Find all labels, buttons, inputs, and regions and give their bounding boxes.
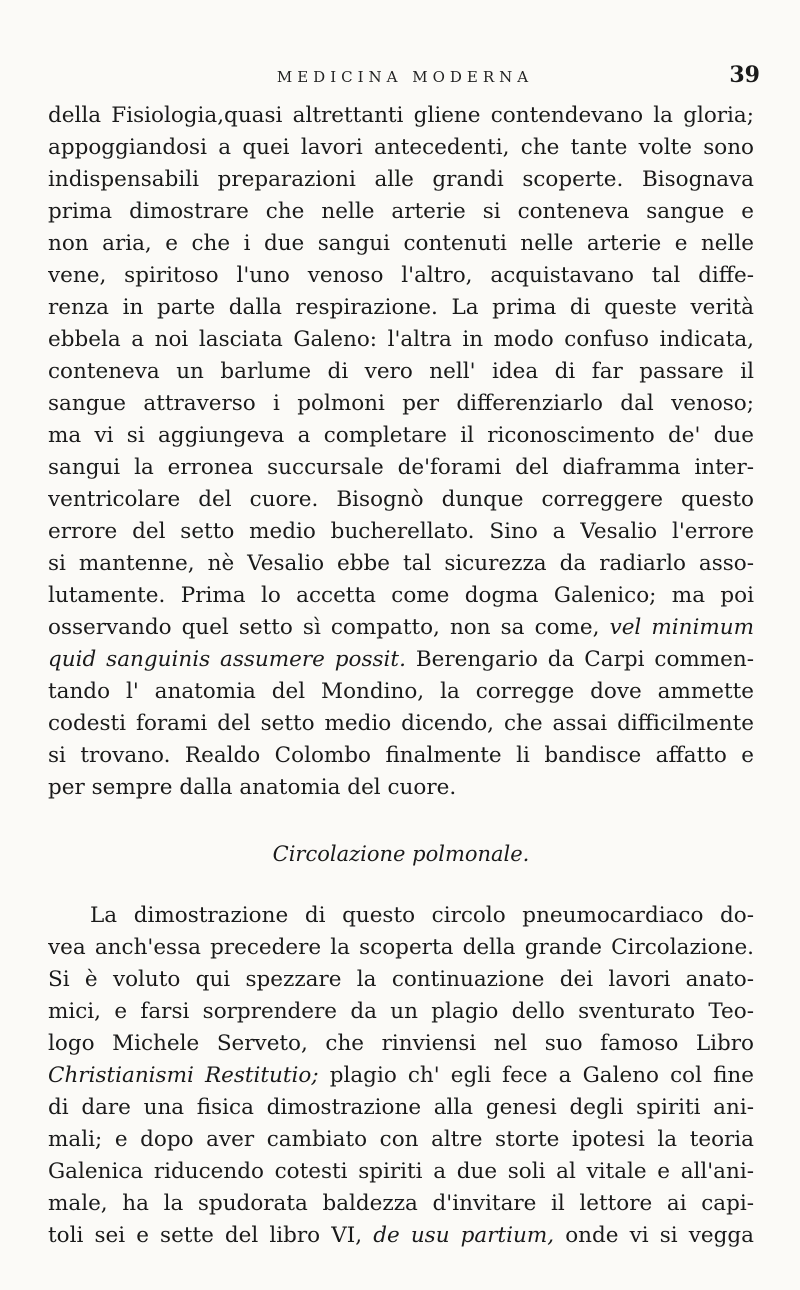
text-line: tando l' anatomia del Mondino, la corregge dove ammette [48,679,754,704]
text-line: La dimostrazione di questo circolo pneumocardiaco do- [90,903,754,928]
text-line: male, ha la spudorata baldezza d'invitare il lettore ai capi- [48,1191,754,1216]
line-text: toli sei e sette del libro VI, [48,1223,374,1248]
text-line: logo Michele Serveto, che rinviensi nel suo famoso Libro [48,1031,754,1056]
paragraph-2 [48,900,754,1252]
text-line-mixed [48,1220,754,1252]
text-line: codesti forami del setto medio dicendo, che assai difficilmente [48,711,754,736]
text-line: errore del setto medio bucherellato. Sino a Vesalio l'errore [48,519,754,544]
paragraph-1 [48,100,754,804]
line-text: onde vi si vegga [554,1223,754,1248]
text-line: sangui la erronea succursale de'forami del diaframma inter- [48,455,754,480]
text-line: ma vi si aggiungeva a completare il riconoscimento de' due [48,423,754,448]
text-line: mali; e dopo aver cambiato con altre storte ipotesi la teoria [48,1127,754,1152]
text-line: vene, spiritoso l'uno venoso l'altro, acquistavano tal diffe- [48,263,754,288]
text-line: per sempre dalla anatomia del cuore. [48,775,457,800]
book-title: Christianismi Restitutio; [48,1063,319,1088]
text-line: prima dimostrare che nelle arterie si conteneva sangue e [48,199,754,224]
running-title: MEDICINA MODERNA [276,68,534,86]
text-line-mixed [48,1060,754,1092]
text-line: di dare una fisica dimostrazione alla genesi degli spiriti ani- [48,1095,754,1120]
book-title: de usu partium, [373,1223,555,1248]
latin-quote: vel minimum [609,615,754,640]
text-line: vea anch'essa precedere la scoperta della grande Circolazione. [48,935,754,960]
text-line: ventricolare del cuore. Bisognò dunque correggere questo [48,487,754,512]
text-line: conteneva un barlume di vero nell' idea di far passare il [48,359,754,384]
text-line: Galenica riducendo cotesti spiriti a due soli al vitale e all'ani- [48,1159,754,1184]
body-text [48,100,754,1252]
text-line: appoggiandosi a quei lavori antecedenti, che tante volte sono [48,135,754,160]
running-head [40,62,770,92]
line-text: osservando quel setto sì compatto, non sa come, [48,615,610,640]
text-line-mixed [48,612,754,644]
text-line: non aria, e che i due sangui contenuti nelle arterie e nelle [48,231,754,256]
text-line: indispensabili preparazioni alle grandi scoperte. Bisognava [48,167,754,192]
text-line-mixed [48,644,754,676]
latin-quote: quid sanguinis assumere possit. [48,647,406,672]
text-line: mici, e farsi sorprendere da un plagio dello sventurato Teo- [48,999,754,1024]
text-line: Si è voluto qui spezzare la continuazione dei lavori anato- [48,967,754,992]
text-line: renza in parte dalla respirazione. La prima di queste verità [48,295,754,320]
text-line: lutamente. Prima lo accetta come dogma Galenico; ma poi [48,583,754,608]
line-text: plagio ch' egli fece a Galeno col fine [318,1063,754,1088]
text-line: ebbela a noi lasciata Galeno: l'altra in modo confuso indicata, [48,327,754,352]
section-heading: Circolazione polmonale. [272,842,530,866]
text-line: della Fisiologia,quasi altrettanti gliene contendevano la gloria; [48,103,754,128]
text-line: si trovano. Realdo Colombo finalmente li bandisce affatto e [48,743,754,768]
page-number: 39 [729,62,760,88]
text-line: sangue attraverso i polmoni per differenziarlo dal venoso; [48,391,754,416]
text-line: si mantenne, nè Vesalio ebbe tal sicurezza da radiarlo asso- [48,551,754,576]
line-text: Berengario da Carpi commen- [405,647,754,672]
